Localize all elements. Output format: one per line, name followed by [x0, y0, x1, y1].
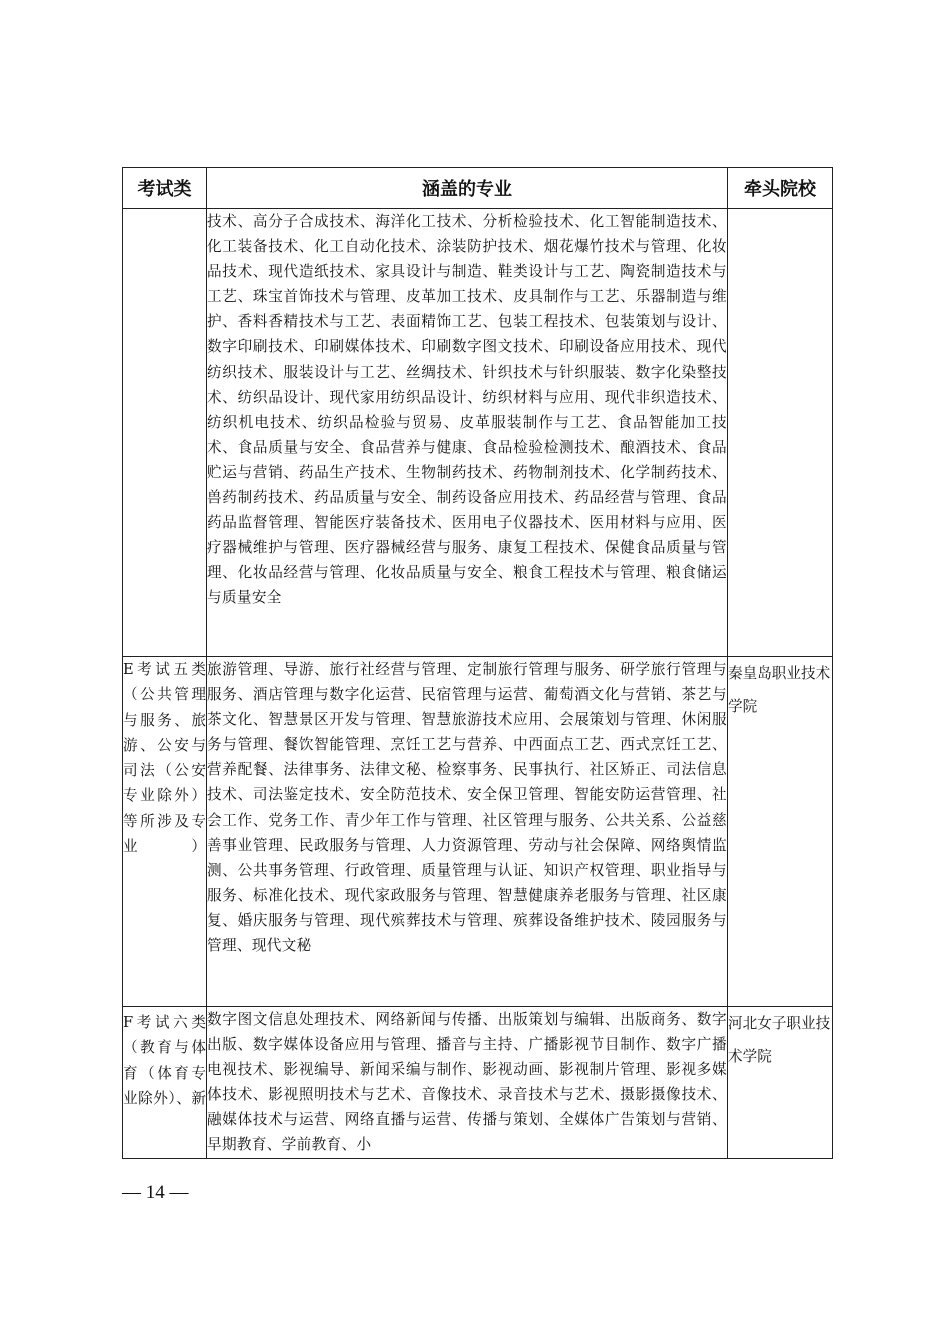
table-header-row: [123, 168, 833, 209]
lead-school-cell: 河北女子职业技术学院: [728, 1007, 833, 1159]
lead-school-cell: 秦皇岛职业技术学院: [728, 657, 833, 1007]
lead-school-cell: [728, 209, 833, 657]
category-cell: E考试五类（公共管理与服务、旅游、公安与司法（公安专业除外）等所涉及专业）: [123, 657, 207, 1007]
header-lead-school: 牵头院校: [728, 168, 833, 209]
table-row: [123, 209, 833, 657]
category-cell: [123, 209, 207, 657]
table-row: [123, 657, 833, 1007]
table-row: [123, 1007, 833, 1159]
majors-table: [122, 167, 833, 1159]
majors-cell: 技术、高分子合成技术、海洋化工技术、分析检验技术、化工智能制造技术、化工装备技术、化工自动化技术、涂装防护技术、烟花爆竹技术与管理、化妆品技术、现代造纸技术、家具设计与制造、鞋类设计与工艺、陶瓷制造技术与工艺、珠宝首饰技术与管理、皮革加工技术、皮具制作与工艺、乐器制造与维护、香料香精技术与工艺、表面精饰工艺、包装工程技术、包装策划与设计、数字印刷技术、印刷媒体技术、印刷数字图文技术、印刷设备应用技术、现代纺织技术、服装设计与工艺、丝绸技术、针织技术与针织服装、数字化染整技术、纺织品设计、现代家用纺织品设计、纺织材料与应用、现代非织造技术、纺织机电技术、纺织品检验与贸易、皮革服装制作与工艺、食品智能加工技术、食品质量与安全、食品营养与健康、食品检验检测技术、酿酒技术、食品贮运与营销、药品生产技术、生物制药技术、药物制剂技术、化学制药技术、兽药制药技术、药品质量与安全、制药设备应用技术、药品经营与管理、食品药品监督管理、智能医疗装备技术、医用电子仪器技术、医用材料与应用、医疗器械维护与管理、医疗器械经营与服务、康复工程技术、保健食品质量与管理、化妆品经营与管理、化妆品质量与安全、粮食工程技术与管理、粮食储运与质量安全: [207, 209, 728, 657]
category-cell: F考试六类（教育与体育（体育专业除外）、新: [123, 1007, 207, 1159]
page-number: — 14 —: [122, 1182, 189, 1203]
header-majors: 涵盖的专业: [207, 168, 728, 209]
header-category: 考试类: [123, 168, 207, 209]
majors-cell: 旅游管理、导游、旅行社经营与管理、定制旅行管理与服务、研学旅行管理与服务、酒店管理与数字化运营、民宿管理与运营、葡萄酒文化与营销、茶艺与茶文化、智慧景区开发与管理、智慧旅游技术应用、会展策划与管理、休闲服务与管理、餐饮智能管理、烹饪工艺与营养、中西面点工艺、西式烹饪工艺、营养配餐、法律事务、法律文秘、检察事务、民事执行、社区矫正、司法信息技术、司法鉴定技术、安全防范技术、安全保卫管理、智能安防运营管理、社会工作、党务工作、青少年工作与管理、社区管理与服务、公共关系、公益慈善事业管理、民政服务与管理、人力资源管理、劳动与社会保障、网络舆情监测、公共事务管理、行政管理、质量管理与认证、知识产权管理、职业指导与服务、标准化技术、现代家政服务与管理、智慧健康养老服务与管理、社区康复、婚庆服务与管理、现代殡葬技术与管理、殡葬设备维护技术、陵园服务与管理、现代文秘: [207, 657, 728, 1007]
majors-cell: 数字图文信息处理技术、网络新闻与传播、出版策划与编辑、出版商务、数字出版、数字媒体设备应用与管理、播音与主持、广播影视节目制作、数字广播电视技术、影视编导、新闻采编与制作、影视动画、影视制片管理、影视多媒体技术、影视照明技术与艺术、音像技术、录音技术与艺术、摄影摄像技术、融媒体技术与运营、网络直播与运营、传播与策划、全媒体广告策划与营销、早期教育、学前教育、小: [207, 1007, 728, 1159]
